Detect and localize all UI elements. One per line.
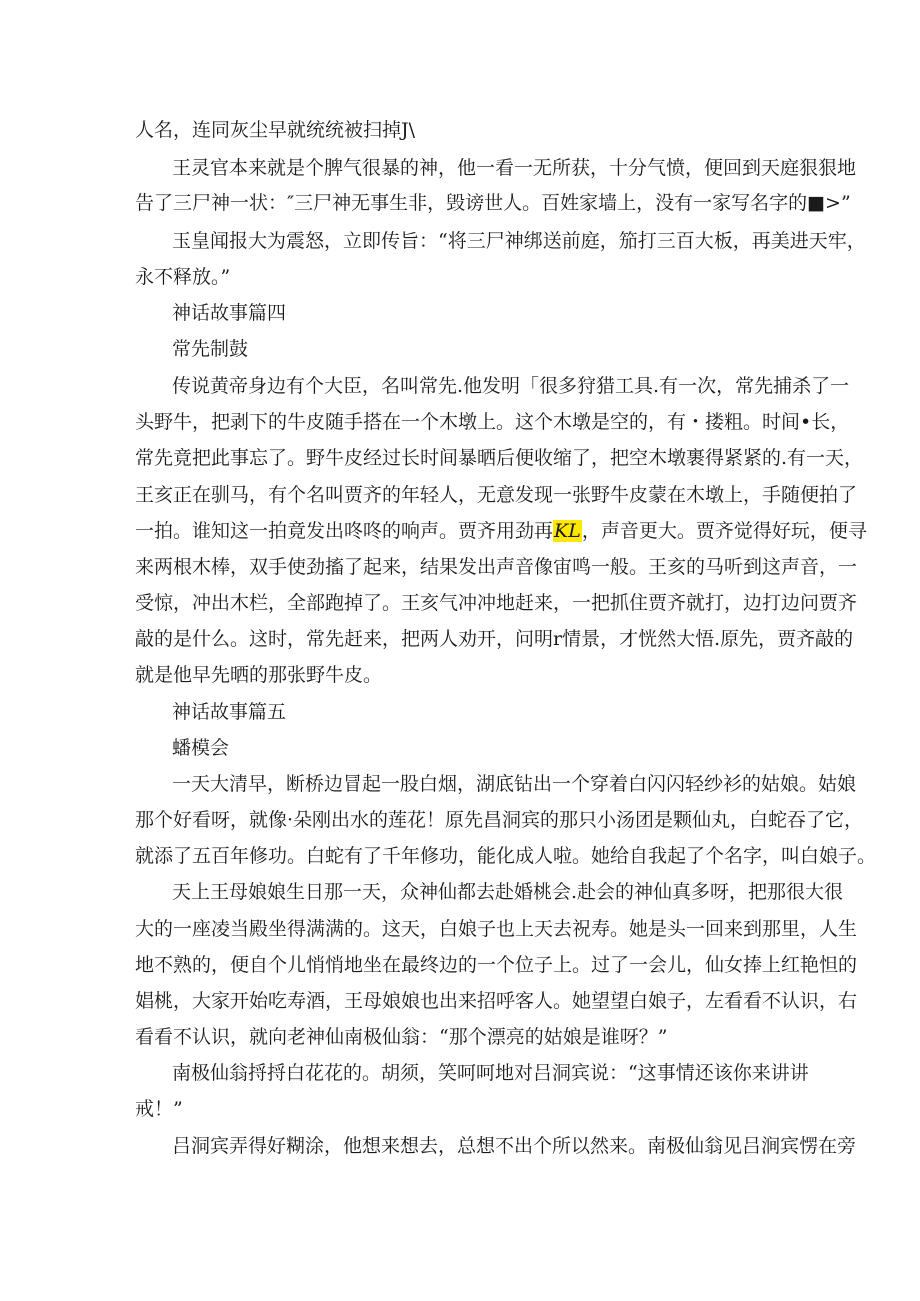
text-line: 娼桃，大家开始吃寿酒，王母娘娘也出来招呼客人。她望望白娘子，左看看不认识，右 bbox=[135, 990, 858, 1012]
text-line: 大的一座凌当殿坐得满满的。这天，白娘子也上天去祝寿。她是头一回来到那里，人生 bbox=[135, 918, 858, 940]
story-title: 蟠模会 bbox=[172, 737, 230, 759]
section-heading: 神话故事篇四 bbox=[172, 302, 287, 324]
text-line bbox=[135, 519, 867, 543]
text-line: 吕洞宾弄得好糊涂，他想来想去，总想不出个所以然来。南极仙翁见吕涧宾愣在旁 bbox=[172, 1135, 857, 1157]
text-line: 戒！” bbox=[135, 1098, 183, 1120]
text-line: 看看不认识，就向老神仙南极仙翁：“那个漂亮的姑娘是谁呀？” bbox=[135, 1026, 668, 1048]
text-line: 敲的是什么。这时，常先赶来，把两人劝开，问明r情景，才恍然大悟.原先，贾齐敲的 bbox=[135, 628, 854, 650]
text-line: 那个好看呀，就像·朵刚出水的莲花！原先昌洞宾的那只小汤团是颗仙丸，白蛇吞了它， bbox=[135, 809, 864, 831]
text-line: 一天大清早，断桥边冒起一股白烟，湖底钻出一个穿着白闪闪轻纱衫的姑娘。姑娘 bbox=[172, 773, 857, 795]
text-line: 人名，连同灰尘早就统统被扫掉J\ bbox=[135, 119, 416, 141]
text-line: 南极仙翁捋捋白花花的。胡须，笑呵呵地对吕洞宾说：“这事情还该你来讲讲 bbox=[172, 1062, 809, 1084]
text-line: 告了三尸神一状：″三尸神无事生非，毁谤世人。百姓家墙上，没有一家写名字的■>” bbox=[135, 192, 851, 214]
text-line: 来两根木棒，双手使劲搐了起来，结果发出声音像宙鸣一般。王亥的马听到这声音，一 bbox=[135, 556, 858, 578]
text-line: 地不熟的，便自个儿悄悄地坐在最终边的一个位子上。过了一会儿，仙女捧上红艳怛的 bbox=[135, 954, 858, 976]
text-line: 王亥正在驯马，有个名叫贾齐的年轻人，无意发现一张野牛皮蒙在木墩上，手随便拍了 bbox=[135, 484, 858, 506]
text-segment: 一拍。谁知这一拍竟发出咚咚的响声。贾齐用劲再 bbox=[135, 520, 554, 542]
text-line: 受惊，冲出木栏，全部跑掉了。王亥气冲冲地赶来，一把抓住贾齐就打，边打边问贾齐 bbox=[135, 592, 858, 614]
section-heading: 神话故事篇五 bbox=[172, 701, 287, 723]
text-line: 就是他早先晒的那张野牛皮。 bbox=[135, 664, 383, 686]
text-line: 天上王母娘娘生日那一天，众神仙都去赴婚桃会.赴会的神仙真多呀，把那很大很 bbox=[172, 881, 844, 903]
text-line: 永不释放。” bbox=[135, 266, 231, 288]
text-line: 传说黄帝身边有个大臣，名叫常先.他发明「很多狩猎工具.有一次，常先捕杀了一 bbox=[172, 375, 850, 397]
text-line: 王灵官本来就是个脾气很暴的神，他一看一无所获，十分气愤，便回到天庭狠狠地 bbox=[172, 157, 857, 179]
story-title: 常先制鼓 bbox=[172, 338, 249, 360]
text-line: 头野牛，把剥下的牛皮随手搭在一个木墩上。这个木墩是空的，有・搂粗。时间•长， bbox=[135, 411, 850, 433]
text-line: 就添了五百年修功。白蛇有了千年修功，能化成人啦。她给自我起了个名字，叫白娘子。 bbox=[135, 845, 877, 867]
text-line: 常先竟把此事忘了。野牛皮经过长时间暴晒后便收缩了，把空木墩裹得紧紧的.有一天， bbox=[135, 447, 864, 469]
text-segment: ，声音更大。贾齐觉得好玩，便寻 bbox=[581, 520, 867, 542]
highlighted-text: KL bbox=[554, 520, 581, 542]
text-line: 玉皇闻报大为震怒，立即传旨：“将三尸神绑送前庭，笳打三百大板，再美进天牢， bbox=[172, 230, 866, 252]
